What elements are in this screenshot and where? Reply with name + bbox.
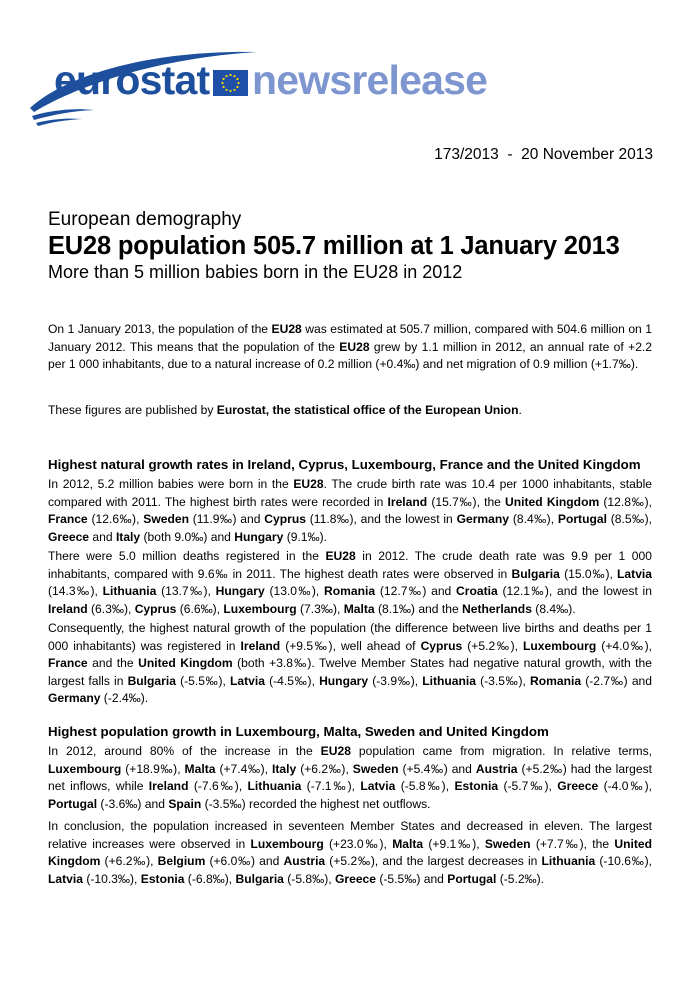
text-run: (both 9.0‰) and [140,529,235,544]
text-run: (-5.7‰), [498,779,558,794]
bold-term: EU28 [325,549,356,563]
text-run: (-2.7‰) and [581,673,652,688]
text-run: (13.0‰), [264,584,325,599]
bold-term: Cyprus [134,601,177,616]
bold-term: Romania [530,673,582,688]
text-run: (-5.8‰), [395,779,455,794]
text-run: (12.6‰), [87,512,144,527]
text-run: (+5.4‰) and [398,761,476,776]
text-run: (+5.2‰), [462,638,524,653]
text-run: (+6.0‰) and [205,854,284,869]
text-run: (15.0‰), [559,566,618,581]
eu-flag-star-icon [236,78,238,80]
bold-term: Greece [334,871,377,886]
text-run: (15.7‰), the [427,494,506,509]
text-run: (+9.1‰), [423,836,485,851]
text-run: These figures are published by [48,403,217,417]
text-run: (+7.4‰), [215,761,273,776]
text-run: (-10.6‰), [595,854,653,869]
eu-flag-star-icon [225,89,227,91]
text-run: (both +3.8‰). Twelve Member States had negative natural growth, with the largest falls in [48,656,652,688]
text-run: (11.9‰) and [188,512,265,527]
text-run: (-5.5‰) and [376,871,448,886]
bold-term: Malta [343,601,375,616]
bold-term: Belgium [157,854,206,869]
text-run: (+5.2‰), and the largest decreases in [325,854,542,869]
bold-term: Italy [272,761,297,776]
text-run: (-5.2‰). [496,871,545,886]
issue-number-and-date: 173/2013 - 20 November 2013 [434,146,653,163]
text-run: (+6.2‰), [296,761,353,776]
text-run: (9.1‰). [283,529,328,544]
bold-term: EU28 [271,322,302,336]
publisher-note [48,402,652,420]
bold-term: Hungary [319,673,369,688]
intro-paragraph [48,321,652,374]
text-run: (12.8‰), [599,494,652,509]
bold-term: France [48,656,88,671]
bold-term: United Kingdom [505,494,600,509]
bold-term: Lithuania [541,854,596,869]
text-run: (+23.0‰), [323,836,393,851]
bold-term: Bulgaria [235,871,284,886]
text-run: (+9.5‰), well ahead of [280,638,421,653]
text-run: (14.3‰), [48,584,103,599]
bold-term: Greece [557,779,599,794]
text-run: (-3.9‰), [368,673,423,688]
text-run: (+6.2‰), [100,854,158,869]
text-run: (+5.2‰) had the largest net inflows, while [48,761,652,794]
text-run: . [518,403,522,417]
bold-term: Cyprus [264,512,306,527]
bold-term: Germany [48,691,101,706]
text-run: In conclusion, the population increased in seventeen Member States and decreased in eleven. The largest relative increases were observed in [48,819,652,851]
bold-term: Netherlands [462,601,532,616]
section-heading-population-growth: Highest population growth in Luxembourg, Malta, Sweden and United Kingdom [48,724,549,739]
eurostat-newsrelease-logo [22,48,492,128]
eu-flag-star-icon [222,78,224,80]
bold-term: United Kingdom [138,656,233,671]
bold-term: Cyprus [420,638,463,653]
bold-term: Spain [168,796,202,811]
bold-term: Greece [48,529,90,544]
text-run: There were 5.0 million deaths registered in the [48,549,326,563]
text-run: (-7.6‰), [188,779,248,794]
section-heading-natural-growth: Highest natural growth rates in Ireland, Cyprus, Luxembourg, France and the United Kingdom [48,457,641,472]
eu-flag-star-icon [229,90,231,92]
text-run: grew by 1.1 million in 2012, an annual rate of +2.2 per 1 000 inhabitants, due to a natural increase of 0.2 million (+0.4‰) and net migration of 0.9 million (+1.7‰). [48,339,653,372]
text-run: population came from migration. In relative terms, [350,744,652,758]
bold-term: Ireland [240,638,281,653]
logo-eurostat-text: eurostat [54,57,210,103]
text-run: Consequently, the highest natural growth of the population (the difference between live births and deaths per 1 000 inhabitants) was registered in [48,621,652,653]
text-run: (-4.0‰), [598,779,652,794]
natural-growth-paragraph [48,620,652,708]
bold-term: Luxembourg [48,761,122,776]
bold-term: Bulgaria [511,566,560,581]
eu-flag-star-icon [225,75,227,77]
bold-term: Italy [115,529,141,544]
bold-term: Lithuania [422,673,476,688]
text-run: (6.6‰), [176,601,224,616]
bold-term: Croatia [456,584,498,599]
migration-paragraph [48,743,652,813]
subheadline: More than 5 million babies born in the EU28 in 2012 [48,262,463,282]
bold-term: Latvia [617,566,652,581]
text-run: (8.5‰), [606,512,652,527]
text-run: was estimated at 505.7 million, compared with 504.6 million on 1 January 2012. This means that the population of the [48,322,652,354]
kicker-title: European demography [48,209,242,230]
text-run: and the [87,656,139,671]
eu-flag-star-icon [236,86,238,88]
bold-term: Hungary [215,584,265,599]
text-run: . The crude birth rate was 10.4 per 1000 inhabitants, stable compared with 2011. The highest birth rates were recorded in [48,477,652,509]
bold-term: Luxembourg [250,836,324,851]
bold-term: Portugal [48,796,98,811]
bold-term: Latvia [230,673,265,688]
deaths-paragraph [48,548,652,618]
text-run: (-3.5‰), [475,673,531,688]
bold-term: Austria [475,761,518,776]
text-run: In 2012, 5.2 million babies were born in the [48,477,294,491]
text-run: (11.8‰), and the lowest in [305,512,457,527]
text-run: In 2012, around 80% of the increase in the [48,744,321,758]
bold-term: Romania [324,584,376,599]
bold-term: Lithuania [102,584,157,599]
bold-term: EU28 [320,744,351,758]
text-run: (6.3‰), [87,601,135,616]
text-run: (12.7‰) and [375,584,457,599]
eu-flag-star-icon [237,82,239,84]
bold-term: Estonia [454,779,499,794]
eu-flag-star-icon [233,75,235,77]
bold-term: Portugal [447,871,497,886]
text-run: (-10.3‰), [82,871,141,886]
text-run: (-4.5‰), [264,673,320,688]
bold-term: Latvia [48,871,83,886]
text-run: (-6.8‰), [184,871,236,886]
text-run: (7.3‰), [296,601,344,616]
bold-term: Luxembourg [223,601,297,616]
bold-term: Hungary [234,529,284,544]
bold-term: United Kingdom [48,836,653,869]
eu-flag-star-icon [233,89,235,91]
text-run: (12.1‰), and the lowest in [497,584,652,599]
bold-term: Portugal [557,512,607,527]
eu-flag-star-icon [221,82,223,84]
bold-term: Sweden [352,761,399,776]
text-run: (8.4‰), [509,512,558,527]
bold-term: Malta [392,836,424,851]
logo-newsrelease-text: newsrelease [252,57,488,103]
text-run: On 1 January 2013, the population of the [48,322,272,336]
conclusion-paragraph [48,818,652,888]
text-run: (+7.7‰), the [530,836,615,851]
text-run: (-2.4‰). [100,691,149,706]
bold-term: Ireland [148,779,189,794]
bold-term: Luxembourg [523,638,597,653]
text-run: in 2012. The crude death rate was 9.9 per 1 000 inhabitants, compared with 9.6‰ in 2011. The highest death rates were observed in [48,549,652,581]
bold-term: Lithuania [247,779,302,794]
text-run: (8.4‰). [531,601,576,616]
text-run: (13.7‰), [156,584,216,599]
text-run: (-5.8‰), [283,871,335,886]
bold-term: Eurostat, the statistical office of the European Union [216,403,519,417]
bold-term: Malta [184,761,216,776]
text-run: (+4.0‰), [596,638,653,653]
bold-term: Ireland [48,601,88,616]
bold-term: Germany [456,512,510,527]
bold-term: Estonia [140,871,185,886]
bold-term: Bulgaria [127,673,176,688]
eu-flag-icon [213,70,248,96]
bold-term: Latvia [360,779,396,794]
bold-term: Sweden [484,836,531,851]
eu-flag-star-icon [229,74,231,76]
text-run: (-5.5‰), [175,673,231,688]
bold-term: France [48,512,88,527]
births-paragraph [48,476,652,546]
text-run: (-3.6‰) and [97,796,169,811]
bold-term: Sweden [143,512,189,527]
bold-term: EU28 [293,477,324,491]
eu-flag-star-icon [222,86,224,88]
text-run: (+18.9‰), [121,761,185,776]
text-run: (-7.1‰), [301,779,361,794]
headline: EU28 population 505.7 million at 1 January 2013 [48,232,620,260]
text-run: and [89,529,116,544]
text-run: (8.1‰) and the [374,601,463,616]
bold-term: Austria [283,854,326,869]
bold-term: EU28 [339,339,370,354]
text-run: (-3.5‰) recorded the highest net outflows. [201,796,431,811]
bold-term: Ireland [387,494,428,509]
